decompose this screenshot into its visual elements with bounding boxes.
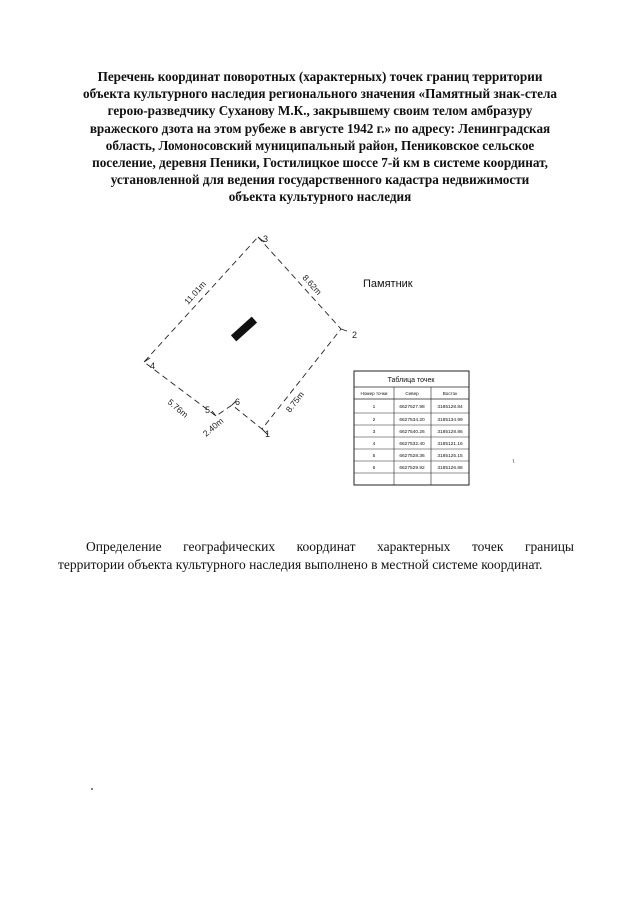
segment-label-5-6: 2.40m xyxy=(200,415,226,439)
title-line: поселение, деревня Пеники, Гостилицкое шоссе 7-й км в системе координат, xyxy=(92,155,548,171)
table-cell: 6627532.40 xyxy=(399,442,425,447)
table-cell: 3185128.86 xyxy=(437,430,463,435)
scan-speck xyxy=(91,788,93,790)
title-line: объекта культурного наследия регионального значения «Памятный знак-стела xyxy=(82,86,558,102)
table-cell: 1 xyxy=(372,405,376,410)
table-header: Восток xyxy=(442,391,458,396)
table-cell: 6627527.98 xyxy=(399,405,425,410)
title-line: вражеского дзота на этом рубеже в августе 1942 г.» по адресу: Ленинградская xyxy=(89,120,551,136)
title-line: Перечень координат поворотных (характерных) точек границ территории xyxy=(97,69,543,84)
title-line: объекта культурного наследия xyxy=(228,189,412,205)
points-table xyxy=(354,371,469,485)
table-cell: 3 xyxy=(372,430,376,435)
paragraph-word: границы xyxy=(524,539,574,554)
point-label-6: 6 xyxy=(235,397,241,407)
table-cell: 6627540.26 xyxy=(399,430,425,435)
point-label-1: 1 xyxy=(265,429,271,439)
table-cell: 6627529.92 xyxy=(399,466,425,471)
title-line: установленной для ведения государственного кадастра недвижимости xyxy=(110,172,530,188)
table-cell: 3185128.84 xyxy=(437,405,463,410)
paragraph-word: характерных xyxy=(377,539,451,554)
paragraph-first-line xyxy=(58,538,574,556)
body-paragraph xyxy=(58,538,574,574)
site-plan xyxy=(0,225,640,495)
table-cell: 3185121.16 xyxy=(437,442,463,447)
title-line: герою-разведчику Суханову М.К., закрывшему своим телом амбразуру xyxy=(107,103,533,119)
table-cell: 4 xyxy=(372,442,376,447)
table-cell: 3185126.88 xyxy=(437,466,463,471)
segment-label-3-2: 8.62m xyxy=(300,272,324,297)
paragraph-word: Определение xyxy=(86,539,162,554)
monument-marker xyxy=(231,317,257,342)
table-header: Север xyxy=(405,391,419,396)
table-cell: 6 xyxy=(372,466,376,471)
point-label-4: 4 xyxy=(150,361,156,371)
point-label-3: 3 xyxy=(263,234,269,244)
table-cell: 6627534.20 xyxy=(399,418,425,423)
title-line: область, Ломоносовский муниципальный район, Пениковское сельское xyxy=(105,137,535,153)
table-cell: 6627528.36 xyxy=(399,454,425,459)
point-label-5: 5 xyxy=(205,405,211,415)
table-cell: 3185134.99 xyxy=(437,418,463,423)
stray-mark xyxy=(513,459,514,463)
paragraph-second-line: территории объекта культурного наследия выполнено в местной системе координат. xyxy=(58,557,543,572)
segment-label-4-5: 5.76m xyxy=(165,396,191,420)
table-cell: 5 xyxy=(372,454,376,459)
document-title xyxy=(60,68,580,206)
monument-legend-label: Памятник xyxy=(363,278,413,290)
paragraph-word: координат xyxy=(296,539,356,554)
paragraph-word: географических xyxy=(183,539,276,554)
table-cell: 3185125.15 xyxy=(437,454,463,459)
segment-label-1-2: 8.75m xyxy=(283,389,307,415)
table-cell: 2 xyxy=(372,418,376,423)
paragraph-word: точек xyxy=(471,539,504,554)
table-title: Таблица точек xyxy=(387,377,435,384)
point-label-2: 2 xyxy=(352,330,358,340)
table-header: Номер точки xyxy=(360,391,388,396)
segment-label-4-3: 11.01m xyxy=(182,279,209,307)
